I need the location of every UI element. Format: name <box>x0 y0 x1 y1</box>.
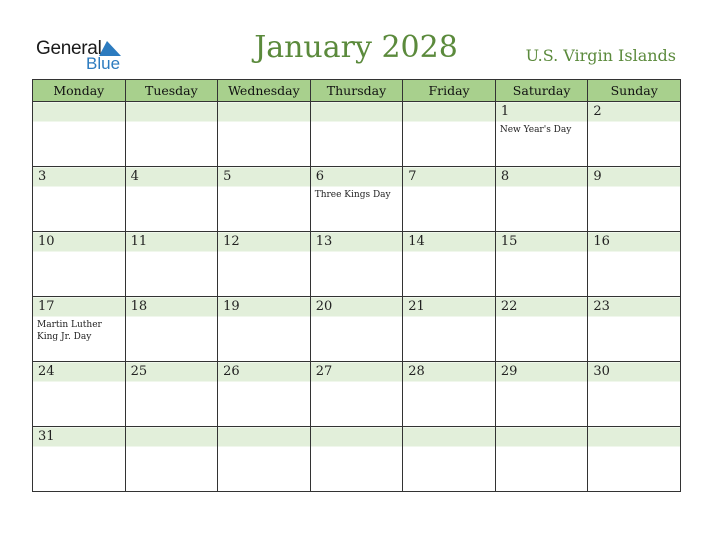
holiday-label <box>588 186 680 189</box>
day-number <box>126 427 218 446</box>
day-cell <box>33 167 126 232</box>
holiday-label <box>218 186 310 189</box>
holiday-label <box>218 121 310 124</box>
holiday-label <box>403 446 495 449</box>
holiday-label <box>218 316 310 319</box>
day-cell <box>33 427 126 492</box>
logo-word-general: General <box>36 38 102 59</box>
day-number: 26 <box>223 364 240 379</box>
holiday-label <box>588 446 680 449</box>
day-number <box>311 102 403 121</box>
holiday-label <box>588 381 680 384</box>
holiday-label: New Year's Day <box>499 125 572 135</box>
holiday-label <box>403 251 495 254</box>
holiday-label <box>126 121 218 124</box>
day-cell <box>403 427 496 492</box>
holiday-label <box>496 316 588 319</box>
calendar-title: January 2028 <box>254 30 458 65</box>
day-cell <box>218 167 311 232</box>
holiday-label <box>218 381 310 384</box>
day-cell <box>218 232 311 297</box>
day-number: 30 <box>593 364 610 379</box>
day-cell <box>310 297 403 362</box>
day-cell <box>588 102 681 167</box>
day-number: 29 <box>500 364 518 379</box>
day-cell <box>588 232 681 297</box>
holiday-label <box>403 121 495 124</box>
day-cell <box>588 297 681 362</box>
holiday-label <box>403 381 495 384</box>
day-number: 22 <box>500 299 518 314</box>
holiday-label <box>496 381 588 384</box>
week-row <box>33 362 681 427</box>
week-row <box>33 167 681 232</box>
day-number: 21 <box>408 299 425 314</box>
weekday-header: Friday <box>403 80 496 102</box>
day-cell <box>588 362 681 427</box>
day-cell <box>495 102 588 167</box>
week-row <box>33 102 681 167</box>
day-cell <box>125 102 218 167</box>
day-number: 8 <box>500 169 510 184</box>
day-cell <box>125 297 218 362</box>
day-cell <box>403 232 496 297</box>
day-cell <box>588 167 681 232</box>
weekday-header: Thursday <box>310 80 403 102</box>
day-cell <box>125 167 218 232</box>
day-number <box>311 427 403 446</box>
day-number <box>126 102 218 121</box>
holiday-label <box>311 446 403 449</box>
holiday-label <box>311 381 403 384</box>
day-number: 12 <box>223 234 240 249</box>
day-number <box>496 427 588 446</box>
day-cell <box>125 362 218 427</box>
day-number <box>33 102 125 121</box>
day-number <box>218 427 310 446</box>
holiday-label <box>311 121 403 124</box>
day-cell <box>310 427 403 492</box>
holiday-label <box>33 186 125 189</box>
day-cell <box>403 102 496 167</box>
holiday-label <box>33 121 125 124</box>
day-number: 25 <box>130 364 148 379</box>
holiday-label <box>403 186 495 189</box>
day-number: 5 <box>223 169 232 184</box>
day-number: 1 <box>500 104 510 119</box>
day-cell <box>218 102 311 167</box>
day-cell <box>310 232 403 297</box>
holiday-label <box>496 186 588 189</box>
holiday-label: Martin Luther King Jr. Day <box>37 320 102 342</box>
day-cell <box>495 427 588 492</box>
day-number: 19 <box>223 299 240 314</box>
holiday-label: Three Kings Day <box>314 190 391 200</box>
day-cell <box>125 427 218 492</box>
holiday-label <box>311 316 403 319</box>
week-row <box>33 427 681 492</box>
day-cell <box>495 297 588 362</box>
day-number <box>218 102 310 121</box>
day-number: 28 <box>408 364 425 379</box>
day-number: 27 <box>315 364 333 379</box>
day-cell <box>495 232 588 297</box>
week-row <box>33 297 681 362</box>
holiday-label <box>33 381 125 384</box>
day-number: 14 <box>408 234 425 249</box>
day-cell <box>495 362 588 427</box>
day-number: 6 <box>315 169 324 184</box>
holiday-label <box>588 316 680 319</box>
day-number: 24 <box>38 364 55 379</box>
holiday-label <box>496 446 588 449</box>
weekday-header: Saturday <box>495 80 588 102</box>
day-cell <box>218 297 311 362</box>
day-number: 4 <box>130 169 139 184</box>
day-cell <box>403 167 496 232</box>
day-cell <box>310 362 403 427</box>
day-cell <box>33 362 126 427</box>
calendar-grid <box>32 79 681 492</box>
day-number: 10 <box>38 234 55 249</box>
day-cell <box>33 102 126 167</box>
holiday-label <box>126 316 218 319</box>
country-label: U.S. Virgin Islands <box>525 46 676 65</box>
week-row <box>33 232 681 297</box>
day-number: 13 <box>315 234 333 249</box>
weekday-header: Tuesday <box>125 80 218 102</box>
holiday-label <box>33 251 125 254</box>
day-number: 11 <box>130 234 148 249</box>
holiday-label <box>588 121 680 124</box>
day-number: 20 <box>315 299 333 314</box>
day-cell <box>310 102 403 167</box>
holiday-label <box>496 251 588 254</box>
holiday-label <box>588 251 680 254</box>
weekday-header: Wednesday <box>218 80 311 102</box>
day-cell <box>495 167 588 232</box>
day-number: 18 <box>130 299 148 314</box>
day-cell <box>403 297 496 362</box>
weekday-header: Monday <box>33 80 126 102</box>
day-number: 31 <box>38 429 55 444</box>
day-number: 3 <box>38 169 47 184</box>
day-cell <box>33 297 126 362</box>
holiday-label <box>33 446 125 449</box>
day-number: 2 <box>593 104 602 119</box>
day-number <box>403 102 495 121</box>
day-number: 15 <box>500 234 518 249</box>
day-cell <box>403 362 496 427</box>
day-number: 16 <box>593 234 610 249</box>
weekday-header-row <box>33 80 681 102</box>
day-cell <box>588 427 681 492</box>
day-cell <box>218 427 311 492</box>
day-number <box>588 427 680 446</box>
logo-word-blue: Blue <box>86 54 121 73</box>
day-cell <box>218 362 311 427</box>
holiday-label <box>403 316 495 319</box>
holiday-label <box>218 251 310 254</box>
holiday-label <box>126 381 218 384</box>
holiday-label <box>311 251 403 254</box>
day-number: 23 <box>593 299 610 314</box>
day-number <box>403 427 495 446</box>
weekday-header: Sunday <box>588 80 681 102</box>
day-number: 7 <box>408 169 417 184</box>
holiday-label <box>126 186 218 189</box>
holiday-label <box>126 446 218 449</box>
day-cell <box>310 167 403 232</box>
day-number: 17 <box>38 299 55 314</box>
day-cell <box>33 232 126 297</box>
day-number: 9 <box>593 169 602 184</box>
day-cell <box>125 232 218 297</box>
holiday-label <box>218 446 310 449</box>
holiday-label <box>126 251 218 254</box>
